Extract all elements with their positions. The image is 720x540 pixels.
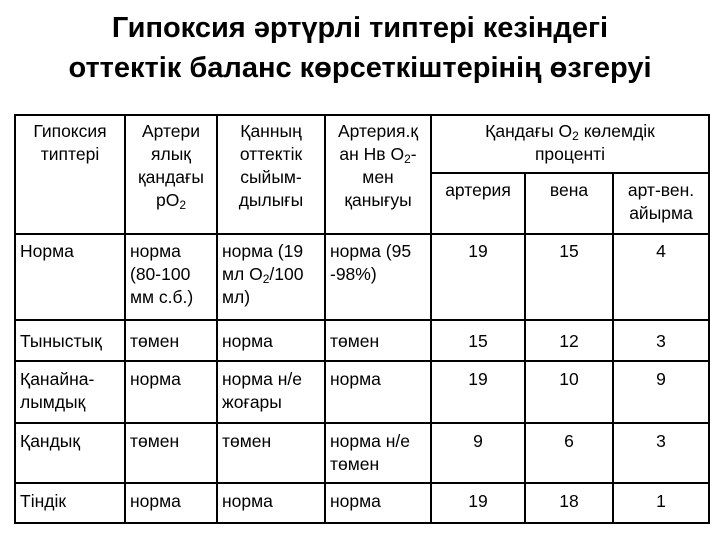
cell-line: төмен bbox=[130, 331, 180, 351]
cell-artery bbox=[432, 330, 524, 353]
cell-vein bbox=[526, 430, 612, 453]
grid-line bbox=[14, 114, 16, 524]
cell-line: норма bbox=[222, 491, 273, 511]
grid-line bbox=[430, 114, 432, 524]
grid-line bbox=[430, 172, 710, 174]
grid-line bbox=[14, 233, 710, 235]
cell-oxygen-capacity bbox=[222, 330, 324, 353]
title-line-1: Гипоксия әртүрлі типтері кезіндегі bbox=[111, 12, 609, 44]
cell-line: Қандық bbox=[20, 431, 81, 451]
cell-line: норма bbox=[222, 331, 273, 351]
cell-hb-saturation bbox=[330, 368, 430, 391]
cell-line: норма (95 bbox=[330, 241, 412, 261]
cell-line: 6 bbox=[564, 431, 574, 451]
header-artery: артерия bbox=[445, 180, 511, 200]
cell-line: норма bbox=[330, 491, 381, 511]
cell-av-difference bbox=[614, 240, 708, 263]
title-line-2: оттектік баланс көрсеткіштерінің өзгеруі bbox=[68, 52, 652, 84]
cell-hb-saturation bbox=[330, 330, 430, 353]
grid-line bbox=[14, 522, 710, 524]
cell-artery bbox=[432, 430, 524, 453]
cell-oxygen-capacity bbox=[222, 430, 324, 453]
cell-line: норма bbox=[330, 369, 381, 389]
cell-oxygen-capacity bbox=[222, 490, 324, 513]
cell-av-difference bbox=[614, 490, 708, 513]
cell-line: норма н/е bbox=[222, 369, 303, 389]
cell-vein bbox=[526, 330, 612, 353]
cell-line: Тіндік bbox=[20, 491, 66, 511]
cell-hb-saturation bbox=[330, 430, 430, 476]
cell-line: мм с.б.) bbox=[130, 287, 194, 307]
cell-av-difference bbox=[614, 430, 708, 453]
cell-hypoxia-type bbox=[20, 490, 124, 513]
cell-line: норма bbox=[130, 241, 181, 261]
cell-line: төмен bbox=[130, 431, 180, 451]
cell-artery bbox=[432, 240, 524, 263]
cell-line: норма bbox=[130, 491, 181, 511]
cell-line: мл) bbox=[222, 287, 251, 307]
header-hypoxia-type: Гипоксия типтері bbox=[33, 121, 107, 164]
cell-oxygen-capacity bbox=[222, 240, 324, 309]
cell-oxygen-capacity bbox=[222, 368, 324, 414]
cell-hypoxia-type bbox=[20, 240, 124, 263]
cell-arterial-po2 bbox=[130, 240, 216, 309]
cell-line: -98%) bbox=[330, 264, 377, 284]
cell-line: норма н/е bbox=[330, 431, 411, 451]
cell-line: төмен bbox=[330, 331, 380, 351]
cell-line: 3 bbox=[656, 331, 666, 351]
cell-line: 19 bbox=[468, 491, 488, 511]
header-vein: вена bbox=[549, 180, 589, 200]
cell-line: мл $О_2/100$ bbox=[222, 264, 304, 286]
grid-line bbox=[14, 422, 710, 424]
grid-line bbox=[14, 114, 710, 116]
cell-arterial-po2 bbox=[130, 430, 216, 453]
cell-hb-saturation bbox=[330, 490, 430, 513]
header-arterial-po2: Артери ялық қандағы $рО_2$ bbox=[138, 121, 204, 212]
grid-line bbox=[708, 114, 710, 524]
cell-line: 18 bbox=[559, 491, 579, 511]
cell-av-difference bbox=[614, 330, 708, 353]
grid-line bbox=[14, 482, 710, 484]
cell-line: 4 bbox=[656, 241, 666, 261]
cell-av-difference bbox=[614, 368, 708, 391]
cell-line: норма (19 bbox=[222, 241, 304, 261]
cell-hb-saturation bbox=[330, 240, 430, 286]
cell-line: жоғары bbox=[222, 392, 282, 412]
cell-line: 15 bbox=[559, 241, 579, 261]
cell-line: төмен bbox=[222, 431, 272, 451]
grid-line bbox=[14, 360, 710, 362]
cell-line: лымдық bbox=[20, 392, 86, 412]
cell-line: 19 bbox=[468, 369, 488, 389]
cell-line: 12 bbox=[559, 331, 579, 351]
cell-vein bbox=[526, 368, 612, 391]
cell-line: 15 bbox=[468, 331, 488, 351]
cell-arterial-po2 bbox=[130, 490, 216, 513]
cell-line: (80-100 bbox=[130, 264, 191, 284]
cell-line: 9 bbox=[656, 369, 666, 389]
header-av-difference: арт-вен. айырма bbox=[627, 180, 695, 223]
header-o2-volume-percent: Қандағы $О_2$ көлемдік проценті bbox=[485, 121, 655, 164]
cell-line: 3 bbox=[656, 431, 666, 451]
cell-vein bbox=[526, 240, 612, 263]
header-oxygen-capacity: Қанның оттектік сыйым- дылығы bbox=[238, 121, 304, 210]
cell-line: Тыныстық bbox=[20, 331, 102, 351]
cell-line: 10 bbox=[559, 369, 579, 389]
cell-arterial-po2 bbox=[130, 330, 216, 353]
cell-line: 1 bbox=[656, 491, 666, 511]
cell-vein bbox=[526, 490, 612, 513]
cell-line: 9 bbox=[473, 431, 483, 451]
cell-line: төмен bbox=[330, 454, 380, 474]
cell-hypoxia-type bbox=[20, 430, 124, 453]
cell-arterial-po2 bbox=[130, 368, 216, 391]
cell-artery bbox=[432, 368, 524, 391]
cell-hypoxia-type bbox=[20, 368, 124, 414]
cell-line: Қанайна- bbox=[20, 369, 95, 389]
header-hb-saturation: Артерия.қ ан Hв $О_2-$ мен қанығуы bbox=[337, 121, 419, 210]
cell-line: 19 bbox=[468, 241, 488, 261]
grid-line bbox=[14, 319, 710, 321]
cell-line: Норма bbox=[20, 241, 74, 261]
cell-hypoxia-type bbox=[20, 330, 124, 353]
cell-line: норма bbox=[130, 369, 181, 389]
cell-artery bbox=[432, 490, 524, 513]
